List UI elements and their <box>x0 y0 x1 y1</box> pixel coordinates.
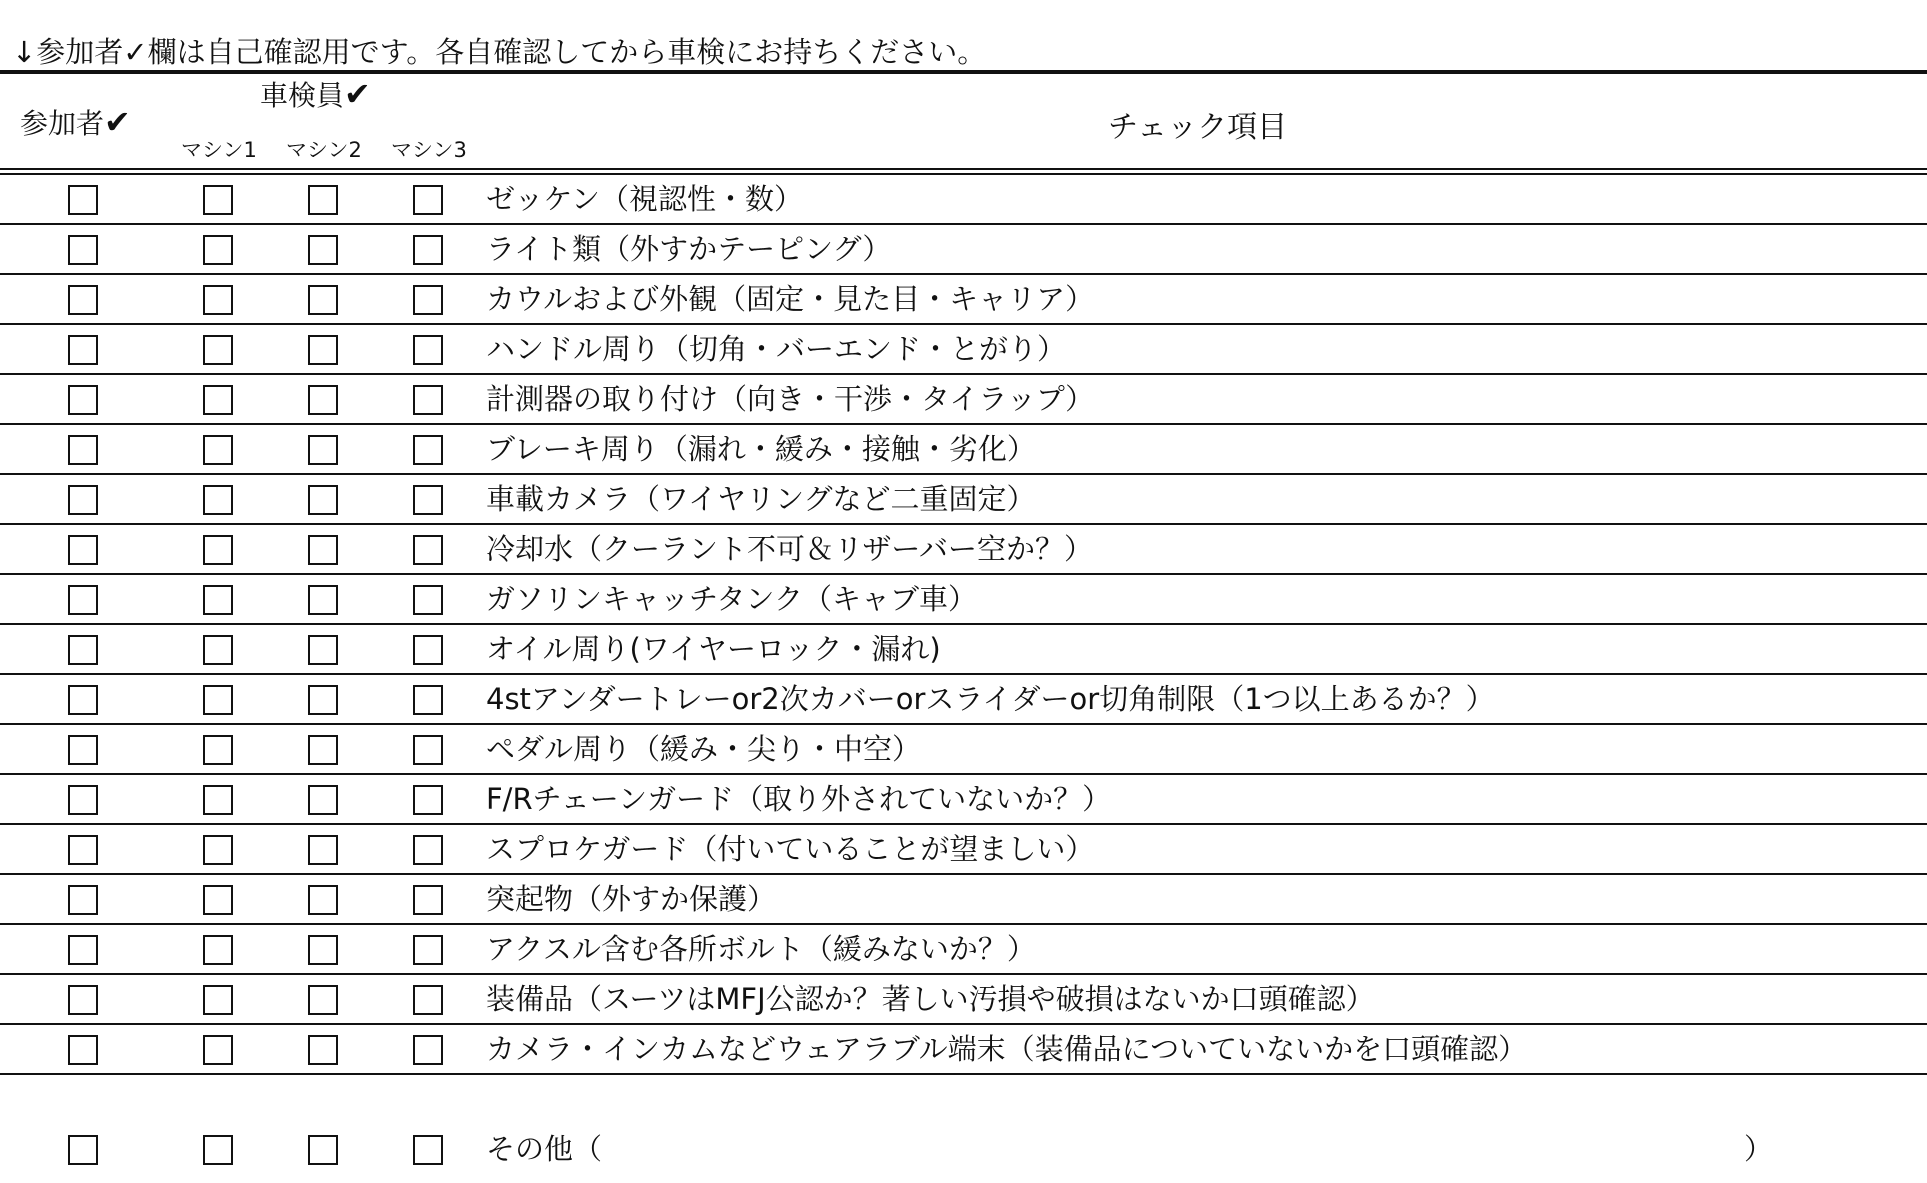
machine-2-checkbox[interactable] <box>308 1135 338 1165</box>
check-item-label: ゼッケン（視認性・数） <box>486 182 803 216</box>
machine-3-checkbox[interactable] <box>413 735 443 765</box>
participant-checkbox[interactable] <box>68 235 98 265</box>
participant-checkbox[interactable] <box>68 735 98 765</box>
machine-1-checkbox[interactable] <box>203 285 233 315</box>
checklist-row <box>0 275 1927 325</box>
participant-checkbox[interactable] <box>68 985 98 1015</box>
header-bottom-rule <box>0 168 1927 175</box>
check-item-label: 4stアンダートレーor2次カバーorスライダーor切角制限（1つ以上あるか？） <box>486 682 1495 716</box>
machine-1-checkbox[interactable] <box>203 735 233 765</box>
machine-3-checkbox[interactable] <box>413 435 443 465</box>
machine-1-checkbox[interactable] <box>203 1135 233 1165</box>
checkmark-icon: ✔ <box>344 75 371 113</box>
participant-checkbox[interactable] <box>68 535 98 565</box>
machine-2-checkbox[interactable] <box>308 285 338 315</box>
machine-2-checkbox[interactable] <box>308 635 338 665</box>
machine-2-checkbox[interactable] <box>308 885 338 915</box>
checklist-row <box>0 975 1927 1025</box>
checklist-row <box>0 175 1927 225</box>
checklist-row-other <box>0 1075 1927 1175</box>
machine-3-checkbox[interactable] <box>413 1035 443 1065</box>
machine-1-checkbox[interactable] <box>203 935 233 965</box>
check-item-label: カウルおよび外観（固定・見た目・キャリア） <box>486 282 1095 316</box>
checklist-row <box>0 575 1927 625</box>
machine-2-checkbox[interactable] <box>308 585 338 615</box>
checklist-row <box>0 775 1927 825</box>
machine-3-checkbox[interactable] <box>413 785 443 815</box>
machine-1-checkbox[interactable] <box>203 985 233 1015</box>
checklist-row <box>0 675 1927 725</box>
machine-3-checkbox[interactable] <box>413 385 443 415</box>
machine-2-checkbox[interactable] <box>308 235 338 265</box>
participant-checkbox[interactable] <box>68 785 98 815</box>
machine-3-checkbox[interactable] <box>413 985 443 1015</box>
checklist-row <box>0 825 1927 875</box>
participant-checkbox[interactable] <box>68 1135 98 1165</box>
machine-1-checkbox[interactable] <box>203 535 233 565</box>
participant-label: 参加者 <box>20 107 105 140</box>
checklist-row <box>0 225 1927 275</box>
machine-2-checkbox[interactable] <box>308 935 338 965</box>
machine-3-checkbox[interactable] <box>413 835 443 865</box>
checklist-row <box>0 475 1927 525</box>
other-close-paren: ） <box>1744 1132 1774 1166</box>
machine-2-checkbox[interactable] <box>308 185 338 215</box>
machine-2-header: マシン2 <box>286 138 362 162</box>
check-item-label: 冷却水（クーラント不可＆リザーバー空か？） <box>486 532 1093 566</box>
participant-checkbox[interactable] <box>68 485 98 515</box>
machine-1-checkbox[interactable] <box>203 235 233 265</box>
check-item-label: アクスル含む各所ボルト（緩みないか？） <box>486 932 1036 966</box>
participant-checkbox[interactable] <box>68 285 98 315</box>
checklist-row <box>0 925 1927 975</box>
check-item-header: チェック項目 <box>1108 110 1288 145</box>
machine-2-checkbox[interactable] <box>308 985 338 1015</box>
participant-checkbox[interactable] <box>68 885 98 915</box>
machine-2-checkbox[interactable] <box>308 785 338 815</box>
machine-3-checkbox[interactable] <box>413 685 443 715</box>
machine-3-checkbox[interactable] <box>413 285 443 315</box>
check-item-label: ライト類（外すかテーピング） <box>486 232 892 266</box>
machine-1-header: マシン1 <box>181 138 257 162</box>
participant-checkbox[interactable] <box>68 585 98 615</box>
check-item-label: 突起物（外すか保護） <box>486 882 777 916</box>
machine-3-header: マシン3 <box>391 138 467 162</box>
machine-3-checkbox[interactable] <box>413 535 443 565</box>
machine-2-checkbox[interactable] <box>308 835 338 865</box>
machine-2-checkbox[interactable] <box>308 435 338 465</box>
checklist <box>0 175 1927 1175</box>
checklist-row <box>0 325 1927 375</box>
participant-checkbox[interactable] <box>68 385 98 415</box>
check-item-label: 計測器の取り付け（向き・干渉・タイラップ） <box>486 382 1095 416</box>
checklist-row <box>0 525 1927 575</box>
participant-checkbox[interactable] <box>68 635 98 665</box>
instruction-note: ↓参加者✓欄は自己確認用です。各自確認してから車検にお持ちください。 <box>12 35 987 69</box>
participant-checkbox[interactable] <box>68 1035 98 1065</box>
machine-2-checkbox[interactable] <box>308 535 338 565</box>
machine-1-checkbox[interactable] <box>203 435 233 465</box>
machine-1-checkbox[interactable] <box>203 185 233 215</box>
checklist-row <box>0 875 1927 925</box>
inspector-column-header <box>260 74 371 114</box>
check-item-label: スプロケガード（付いていることが望ましい） <box>486 832 1095 866</box>
participant-checkbox[interactable] <box>68 935 98 965</box>
participant-checkbox[interactable] <box>68 685 98 715</box>
check-item-label: オイル周り(ワイヤーロック・漏れ) <box>486 632 941 666</box>
machine-1-checkbox[interactable] <box>203 335 233 365</box>
machine-1-checkbox[interactable] <box>203 1035 233 1065</box>
machine-3-checkbox[interactable] <box>413 335 443 365</box>
machine-3-checkbox[interactable] <box>413 1135 443 1165</box>
machine-1-checkbox[interactable] <box>203 585 233 615</box>
machine-1-checkbox[interactable] <box>203 835 233 865</box>
machine-1-checkbox[interactable] <box>203 785 233 815</box>
machine-1-checkbox[interactable] <box>203 385 233 415</box>
machine-3-checkbox[interactable] <box>413 635 443 665</box>
machine-2-checkbox[interactable] <box>308 735 338 765</box>
machine-3-checkbox[interactable] <box>413 935 443 965</box>
machine-3-checkbox[interactable] <box>413 885 443 915</box>
participant-checkbox[interactable] <box>68 835 98 865</box>
inspector-label: 車検員 <box>260 79 345 112</box>
machine-2-checkbox[interactable] <box>308 385 338 415</box>
check-item-label: カメラ・インカムなどウェアラブル端末（装備品についていないかを口頭確認） <box>486 1032 1528 1066</box>
checklist-row <box>0 425 1927 475</box>
machine-1-checkbox[interactable] <box>203 635 233 665</box>
machine-1-checkbox[interactable] <box>203 485 233 515</box>
machine-2-checkbox[interactable] <box>308 1035 338 1065</box>
checklist-row <box>0 625 1927 675</box>
participant-checkbox[interactable] <box>68 185 98 215</box>
check-item-label: ガソリンキャッチタンク（キャブ車） <box>486 582 977 616</box>
checklist-row <box>0 1025 1927 1075</box>
participant-checkbox[interactable] <box>68 335 98 365</box>
machine-2-checkbox[interactable] <box>308 335 338 365</box>
check-item-label: ハンドル周り（切角・バーエンド・とがり） <box>486 332 1067 366</box>
machine-3-checkbox[interactable] <box>413 185 443 215</box>
participant-checkbox[interactable] <box>68 435 98 465</box>
checklist-row <box>0 375 1927 425</box>
other-label: その他（ <box>486 1132 603 1166</box>
participant-column-header <box>20 102 131 142</box>
check-item-label: ブレーキ周り（漏れ・緩み・接触・劣化） <box>486 432 1036 466</box>
machine-1-checkbox[interactable] <box>203 885 233 915</box>
checkmark-icon: ✔ <box>104 103 131 141</box>
check-item-label: 装備品（スーツはMFJ公認か？著しい汚損や破損はないか口頭確認） <box>486 982 1375 1016</box>
machine-2-checkbox[interactable] <box>308 685 338 715</box>
checklist-row <box>0 725 1927 775</box>
machine-3-checkbox[interactable] <box>413 585 443 615</box>
check-item-label: F/Rチェーンガード（取り外されていないか？） <box>486 782 1112 816</box>
machine-1-checkbox[interactable] <box>203 685 233 715</box>
check-item-label: 車載カメラ（ワイヤリングなど二重固定） <box>486 482 1036 516</box>
machine-3-checkbox[interactable] <box>413 485 443 515</box>
machine-2-checkbox[interactable] <box>308 485 338 515</box>
machine-3-checkbox[interactable] <box>413 235 443 265</box>
check-item-label: ペダル周り（緩み・尖り・中空） <box>486 732 922 766</box>
